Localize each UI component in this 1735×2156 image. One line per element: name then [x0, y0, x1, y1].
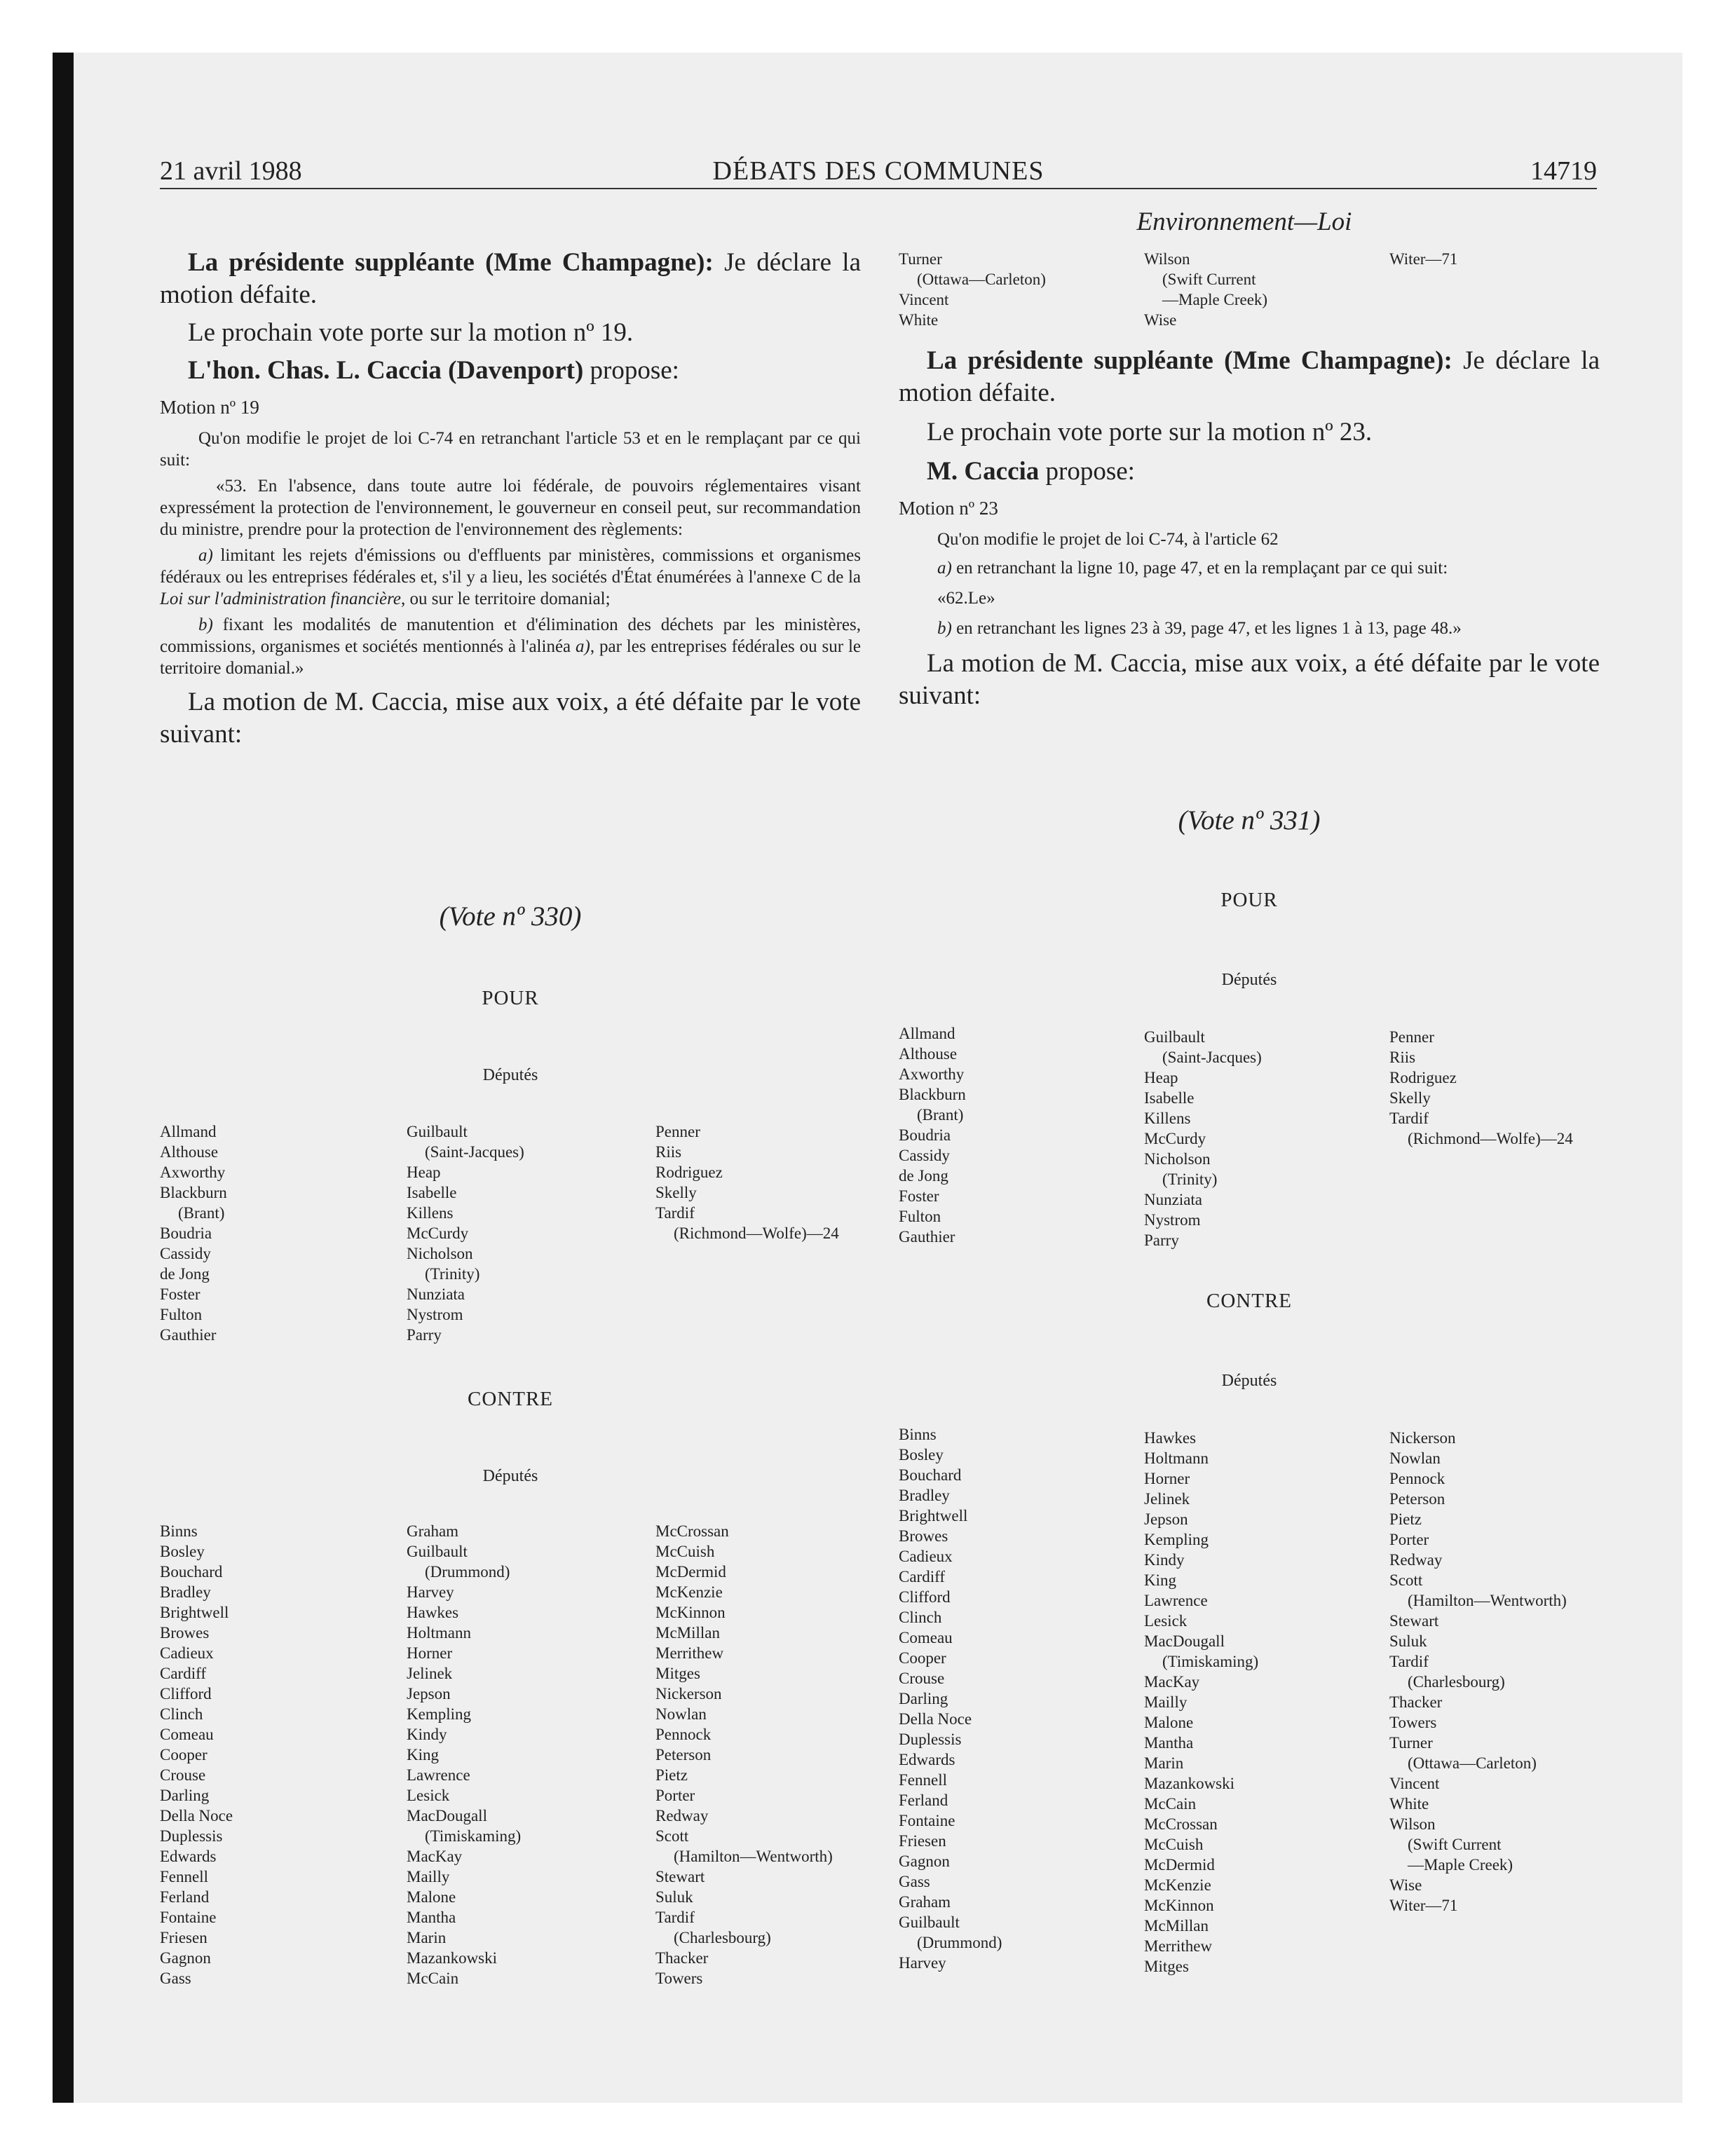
member-name: Tardif — [655, 1909, 695, 1926]
member-name: McKinnon — [1144, 1897, 1214, 1914]
vote-331-pour-heading: POUR — [1220, 889, 1278, 911]
member-name: Nystrom — [407, 1306, 463, 1323]
member-name: McCuish — [655, 1543, 715, 1560]
member-name: McCurdy — [407, 1224, 469, 1242]
member-name: Cooper — [160, 1746, 207, 1763]
member-name: Peterson — [655, 1746, 712, 1763]
member-name: Harvey — [407, 1583, 454, 1601]
left-motion-label: Motion nº 19 — [160, 397, 259, 418]
member-name: Redway — [1389, 1551, 1443, 1569]
right-item-b-text: en retranchant les lignes 23 à 39, page 47, et les lignes 1 à 13, page 48.» — [951, 619, 1462, 638]
member-name: Thacker — [1389, 1693, 1443, 1711]
vote-331-contre-deputes: Députés — [1221, 1372, 1277, 1390]
left-paragraph-1-text: Je déclare la motion défaite. — [160, 248, 861, 309]
member-name: Jelinek — [1144, 1490, 1190, 1508]
vote-330-pour-col1 — [160, 1121, 227, 1345]
member-riding: —Maple Creek) — [1408, 1856, 1513, 1874]
member-name: Kindy — [407, 1726, 447, 1743]
member-name: McCurdy — [1144, 1130, 1206, 1147]
member-name: Edwards — [160, 1848, 217, 1865]
member-name: Friesen — [160, 1929, 207, 1946]
left-speaker-1: La présidente suppléante (Mme Champagne): — [188, 248, 714, 277]
member-name: Marin — [1144, 1754, 1184, 1772]
member-name: Duplessis — [160, 1827, 223, 1845]
member-name: King — [1144, 1571, 1176, 1589]
member-name: Ferland — [899, 1792, 948, 1809]
member-name: Horner — [407, 1644, 453, 1662]
member-name: Nowlan — [655, 1705, 707, 1723]
member-name: Mitges — [655, 1665, 700, 1682]
member-name: Nickerson — [1389, 1429, 1456, 1447]
vote-330-contre-col2 — [407, 1521, 521, 1988]
continued-names-col1 — [899, 249, 1046, 330]
member-name: Skelly — [655, 1184, 697, 1201]
member-name: Thacker — [655, 1949, 709, 1967]
right-item-a-quote: «62.Le» — [937, 589, 995, 608]
member-name: Mazankowski — [407, 1949, 498, 1967]
member-riding: (Timiskaming) — [1162, 1653, 1259, 1670]
vote-331-pour-col2 — [1144, 1027, 1262, 1250]
member-name: Cadieux — [160, 1644, 214, 1662]
member-name: Mailly — [407, 1868, 450, 1885]
vote-331-contre-col3 — [1389, 1428, 1567, 1916]
right-paragraph-1 — [899, 345, 1600, 409]
member-name: Brightwell — [160, 1604, 229, 1621]
member-name: Clifford — [899, 1588, 951, 1606]
member-name: Edwards — [899, 1751, 955, 1768]
member-name: Heap — [1144, 1069, 1178, 1086]
member-name: Tardif — [1389, 1110, 1429, 1127]
left-clause-a-law: Loi sur l'administration financière — [160, 589, 402, 608]
member-name: Crouse — [160, 1766, 206, 1784]
member-name: Ferland — [160, 1888, 210, 1906]
left-clause-a-text: limitant les rejets d'émissions ou d'effluents par ministères, commissions et organismes fédéraux ou les entreprises fédérales et, s'il y a lieu, les sociétés d'État énumérées à l'annexe C de la — [160, 546, 861, 587]
member-name: Nowlan — [1389, 1449, 1441, 1467]
member-name: Graham — [407, 1522, 459, 1540]
running-head: Environnement—Loi — [1136, 207, 1352, 236]
member-name: Crouse — [899, 1670, 945, 1687]
right-motion-label: Motion nº 23 — [899, 498, 998, 519]
member-name: Nunziata — [407, 1285, 465, 1303]
right-paragraph-3-text: propose: — [1039, 457, 1135, 486]
right-item-b — [899, 618, 1600, 639]
vote-330-contre-heading: CONTRE — [468, 1388, 553, 1410]
member-name: Mazankowski — [1144, 1775, 1235, 1792]
member-name: Axworthy — [899, 1065, 965, 1083]
member-name: Lesick — [1144, 1612, 1188, 1630]
member-riding: (Brant) — [917, 1106, 964, 1124]
member-name: Gauthier — [899, 1228, 955, 1246]
member-name: Holtmann — [407, 1624, 471, 1642]
member-name: Binns — [899, 1426, 937, 1443]
member-name: Clinch — [160, 1705, 203, 1723]
left-clause-b-letter: b) — [198, 615, 213, 634]
member-name: Cooper — [899, 1649, 946, 1667]
right-speaker-3: M. Caccia — [927, 457, 1040, 486]
member-name: MacKay — [1144, 1673, 1200, 1691]
left-paragraph-3-text: propose: — [583, 356, 679, 385]
member-riding: (Drummond) — [425, 1563, 510, 1581]
member-riding: (Brant) — [178, 1204, 225, 1222]
member-name: McCain — [1144, 1795, 1197, 1813]
member-name: Witer—71 — [1389, 250, 1458, 268]
member-riding: (Hamilton—Wentworth) — [674, 1848, 833, 1865]
member-name: Skelly — [1389, 1089, 1431, 1107]
left-speaker-3: L'hon. Chas. L. Caccia (Davenport) — [188, 356, 584, 385]
member-name: MacDougall — [1144, 1632, 1225, 1650]
member-name: Della Noce — [899, 1710, 972, 1728]
member-name: Allmand — [160, 1123, 217, 1140]
member-name: Fulton — [899, 1208, 941, 1225]
continued-names-col3 — [1389, 249, 1457, 269]
member-name: Cardiff — [899, 1568, 946, 1585]
member-name: Graham — [899, 1893, 951, 1911]
vote-330-pour-col3 — [655, 1121, 839, 1243]
member-name: Vincent — [899, 291, 949, 308]
member-name: Isabelle — [1144, 1089, 1195, 1107]
member-name: Guilbault — [407, 1543, 468, 1560]
left-clause-a-letter: a) — [198, 546, 213, 565]
member-name: Marin — [407, 1929, 447, 1946]
left-paragraph-3 — [160, 355, 861, 387]
member-name: Penner — [1389, 1028, 1434, 1046]
left-clause-b-ref: a) — [576, 637, 590, 656]
member-name: Jelinek — [407, 1665, 453, 1682]
member-riding: (Charlesbourg) — [674, 1929, 771, 1946]
member-riding: (Swift Current — [1162, 271, 1256, 288]
member-riding: (Hamilton—Wentworth) — [1408, 1592, 1567, 1609]
member-name: Jepson — [407, 1685, 451, 1703]
member-name: Wilson — [1389, 1815, 1436, 1833]
member-name: Browes — [160, 1624, 210, 1642]
member-name: Fontaine — [899, 1812, 955, 1829]
left-clause-a-end: , ou sur le territoire domanial; — [401, 589, 611, 608]
member-name: Fennell — [160, 1868, 208, 1885]
member-name: McCain — [407, 1970, 459, 1987]
member-name: Suluk — [655, 1888, 693, 1906]
member-name: Blackburn — [899, 1086, 966, 1103]
member-name: Pietz — [655, 1766, 688, 1784]
member-name: Bradley — [899, 1487, 950, 1504]
member-name: Riis — [1389, 1049, 1416, 1066]
member-name: Fulton — [160, 1306, 203, 1323]
member-name: Turner — [1389, 1734, 1433, 1752]
member-name: Lesick — [407, 1787, 450, 1804]
member-name: Boudria — [160, 1224, 212, 1242]
member-riding: (Trinity) — [425, 1265, 480, 1283]
right-speaker-1: La présidente suppléante (Mme Champagne): — [927, 346, 1452, 375]
member-name: Mailly — [1144, 1693, 1188, 1711]
member-name: Kempling — [1144, 1531, 1209, 1548]
left-clause-b-end: , par les entreprises fédérales ou sur le territoire domanial.» — [160, 637, 861, 678]
member-name: Darling — [160, 1787, 210, 1804]
member-name: Riis — [655, 1143, 682, 1161]
member-riding: (Saint-Jacques) — [425, 1143, 524, 1161]
member-name: Guilbault — [407, 1123, 468, 1140]
member-name: Boudria — [899, 1126, 951, 1144]
member-name: MacKay — [407, 1848, 463, 1865]
member-name: Wise — [1144, 311, 1177, 329]
member-name: Mantha — [407, 1909, 456, 1926]
member-name: Rodriguez — [655, 1164, 723, 1181]
member-name: King — [407, 1746, 439, 1763]
member-riding: (Saint-Jacques) — [1162, 1049, 1262, 1066]
member-riding: (Trinity) — [1162, 1171, 1218, 1188]
member-name: Porter — [655, 1787, 695, 1804]
right-motion-intro: Qu'on modifie le projet de loi C-74, à l'article 62 — [937, 530, 1279, 549]
member-riding: (Charlesbourg) — [1408, 1673, 1505, 1691]
vote-331-contre-col1 — [899, 1424, 1002, 1973]
member-name: de Jong — [899, 1167, 948, 1185]
left-paragraph-2: Le prochain vote porte sur la motion nº 19. — [188, 318, 634, 347]
member-name: Bosley — [160, 1543, 205, 1560]
right-item-a-letter: a) — [937, 559, 952, 578]
member-name: de Jong — [160, 1265, 210, 1283]
member-name: Rodriguez — [1389, 1069, 1457, 1086]
vote-331-pour-deputes: Députés — [1221, 971, 1277, 989]
member-name: Althouse — [160, 1143, 219, 1161]
member-name: Vincent — [1389, 1775, 1440, 1792]
member-name: Gass — [899, 1873, 930, 1890]
member-name: Towers — [655, 1970, 703, 1987]
member-name: Foster — [899, 1187, 939, 1205]
member-name: McMillan — [655, 1624, 720, 1642]
member-name: Redway — [655, 1807, 709, 1824]
member-name: Cassidy — [899, 1147, 950, 1164]
member-name: Blackburn — [160, 1184, 227, 1201]
vote-331-contre-heading: CONTRE — [1206, 1290, 1292, 1312]
right-item-a — [899, 557, 1600, 579]
member-name: Wise — [1389, 1876, 1422, 1894]
member-name: Hawkes — [407, 1604, 459, 1621]
member-name: Fennell — [899, 1771, 947, 1789]
member-name: Malone — [407, 1888, 456, 1906]
member-riding: (Swift Current — [1408, 1836, 1502, 1853]
member-name: Pennock — [655, 1726, 712, 1743]
member-name: Cadieux — [899, 1548, 953, 1565]
vote-330-contre-col1 — [160, 1521, 233, 1988]
vote-330-pour-heading: POUR — [482, 987, 539, 1009]
member-name: Merrithew — [1144, 1937, 1213, 1955]
member-name: Hawkes — [1144, 1429, 1197, 1447]
member-name: Browes — [899, 1527, 948, 1545]
left-motion-intro: Qu'on modifie le projet de loi C-74 en retranchant l'article 53 et en le remplaçant par ce qui suit: — [160, 429, 861, 470]
member-riding: (Ottawa—Carleton) — [917, 271, 1046, 288]
left-clause-b-text: fixant les modalités de manutention et d'élimination des déchets par les ministères, commissions, organismes et sociétés mentionnés à l'alinéa — [160, 615, 861, 656]
member-name: Lawrence — [407, 1766, 470, 1784]
header-title: DÉBATS DES COMMUNES — [712, 156, 1045, 186]
member-name: Nunziata — [1144, 1191, 1203, 1208]
left-clause-b — [160, 614, 861, 679]
member-name: Fontaine — [160, 1909, 217, 1926]
member-name: Suluk — [1389, 1632, 1427, 1650]
member-name: McCuish — [1144, 1836, 1204, 1853]
vote-331-pour-col3 — [1389, 1027, 1573, 1149]
member-name: MacDougall — [407, 1807, 487, 1824]
member-name: Bouchard — [899, 1466, 962, 1484]
member-name: Harvey — [899, 1954, 946, 1972]
member-name: Bosley — [899, 1446, 944, 1464]
member-riding: (Richmond—Wolfe)—24 — [1408, 1130, 1573, 1147]
vote-330-contre-col3 — [655, 1521, 833, 1988]
member-name: Tardif — [1389, 1653, 1429, 1670]
right-paragraph-3 — [899, 456, 1600, 488]
page-header — [160, 156, 1597, 188]
member-name: Guilbault — [1144, 1028, 1205, 1046]
left-clause-53: «53. En l'absence, dans toute autre loi fédérale, de pouvoirs réglementaires visant expressément la protection de l'environnement, le gouverneur en conseil peut, sur recommandation du ministre, prendre pour la protection de l'environnement des règlements: — [160, 477, 861, 539]
member-name: White — [1389, 1795, 1429, 1813]
right-column-text — [899, 345, 1600, 712]
member-name: Horner — [1144, 1470, 1190, 1487]
member-name: McMillan — [1144, 1917, 1209, 1935]
member-name: Merrithew — [655, 1644, 724, 1662]
left-vote-result: La motion de M. Caccia, mise aux voix, a été défaite par le vote suivant: — [160, 688, 861, 749]
member-name: White — [899, 311, 939, 329]
vote-330-heading: (Vote nº 330) — [439, 901, 582, 932]
continued-names-col2 — [1144, 249, 1267, 330]
right-paragraph-2: Le prochain vote porte sur la motion nº 23. — [927, 418, 1373, 446]
member-name: Binns — [160, 1522, 198, 1540]
member-name: Guilbault — [899, 1913, 960, 1931]
member-name: Turner — [899, 250, 942, 268]
member-riding: (Drummond) — [917, 1934, 1002, 1951]
member-name: Clifford — [160, 1685, 212, 1703]
member-name: Gass — [160, 1970, 191, 1987]
member-name: Penner — [655, 1123, 700, 1140]
member-name: Nickerson — [655, 1685, 722, 1703]
member-riding: (Ottawa—Carleton) — [1408, 1754, 1537, 1772]
header-page-number: 14719 — [1530, 156, 1597, 186]
member-name: McDermid — [1144, 1856, 1215, 1874]
member-name: Mantha — [1144, 1734, 1194, 1752]
right-vote-result: La motion de M. Caccia, mise aux voix, a été défaite par le vote suivant: — [899, 649, 1600, 710]
member-name: Allmand — [899, 1025, 955, 1042]
member-name: Scott — [1389, 1571, 1423, 1589]
vote-331-heading: (Vote nº 331) — [1178, 805, 1321, 835]
member-name: Gagnon — [899, 1853, 950, 1870]
member-name: Foster — [160, 1285, 200, 1303]
member-name: Porter — [1389, 1531, 1429, 1548]
member-name: Duplessis — [899, 1731, 962, 1748]
member-name: Bradley — [160, 1583, 211, 1601]
member-name: Pennock — [1389, 1470, 1445, 1487]
left-clause-a — [160, 545, 861, 610]
member-name: Gauthier — [160, 1326, 217, 1344]
member-name: Clinch — [899, 1609, 942, 1626]
right-item-b-letter: b) — [937, 619, 952, 638]
member-name: McCrossan — [1144, 1815, 1218, 1833]
left-paragraph-1 — [160, 247, 861, 311]
member-name: Scott — [655, 1827, 689, 1845]
left-column-text — [160, 247, 861, 751]
vote-330-contre-deputes: Députés — [482, 1467, 538, 1485]
member-name: Heap — [407, 1164, 441, 1181]
member-name: Malone — [1144, 1714, 1194, 1731]
member-riding: (Timiskaming) — [425, 1827, 522, 1845]
member-name: Mitges — [1144, 1958, 1189, 1975]
scan-binding-edge — [53, 53, 74, 2103]
member-name: Peterson — [1389, 1490, 1445, 1508]
member-name: Jepson — [1144, 1510, 1188, 1528]
member-name: Killens — [407, 1204, 454, 1222]
member-name: McKenzie — [655, 1583, 723, 1601]
member-name: McDermid — [655, 1563, 726, 1581]
member-name: Axworthy — [160, 1164, 226, 1181]
member-riding: —Maple Creek) — [1162, 291, 1268, 308]
vote-330-pour-deputes: Députés — [482, 1066, 538, 1084]
member-name: Nicholson — [1144, 1150, 1211, 1168]
header-rule — [160, 188, 1597, 189]
member-name: Nicholson — [407, 1245, 473, 1262]
member-name: Witer—71 — [1389, 1897, 1458, 1914]
member-name: Lawrence — [1144, 1592, 1208, 1609]
member-name: Gagnon — [160, 1949, 211, 1967]
member-name: Cassidy — [160, 1245, 211, 1262]
member-name: Stewart — [655, 1868, 705, 1885]
member-name: Cardiff — [160, 1665, 207, 1682]
member-name: Kempling — [407, 1705, 471, 1723]
member-name: Stewart — [1389, 1612, 1439, 1630]
member-name: Comeau — [899, 1629, 953, 1646]
member-name: Parry — [407, 1326, 442, 1344]
right-paragraph-1-text: Je déclare la motion défaite. — [899, 346, 1600, 407]
member-name: McKinnon — [655, 1604, 726, 1621]
member-name: Darling — [899, 1690, 948, 1707]
member-name: Wilson — [1144, 250, 1190, 268]
member-name: Bouchard — [160, 1563, 223, 1581]
vote-331-pour-col1 — [899, 1023, 966, 1247]
member-name: Nystrom — [1144, 1211, 1201, 1229]
member-riding: (Richmond—Wolfe)—24 — [674, 1224, 839, 1242]
member-name: McKenzie — [1144, 1876, 1211, 1894]
member-name: Tardif — [655, 1204, 695, 1222]
member-name: Della Noce — [160, 1807, 233, 1824]
member-name: Isabelle — [407, 1184, 457, 1201]
member-name: Althouse — [899, 1045, 958, 1063]
right-item-a-text: en retranchant la ligne 10, page 47, et en la remplaçant par ce qui suit: — [951, 559, 1448, 578]
member-name: Towers — [1389, 1714, 1437, 1731]
vote-331-contre-col2 — [1144, 1428, 1258, 1977]
member-name: Parry — [1144, 1231, 1179, 1249]
member-name: McCrossan — [655, 1522, 729, 1540]
member-name: Comeau — [160, 1726, 214, 1743]
header-date: 21 avril 1988 — [160, 156, 302, 186]
member-name: Killens — [1144, 1110, 1191, 1127]
member-name: Holtmann — [1144, 1449, 1209, 1467]
member-name: Friesen — [899, 1832, 946, 1850]
vote-330-pour-col2 — [407, 1121, 524, 1345]
member-name: Brightwell — [899, 1507, 968, 1524]
member-name: Pietz — [1389, 1510, 1422, 1528]
member-name: Kindy — [1144, 1551, 1185, 1569]
